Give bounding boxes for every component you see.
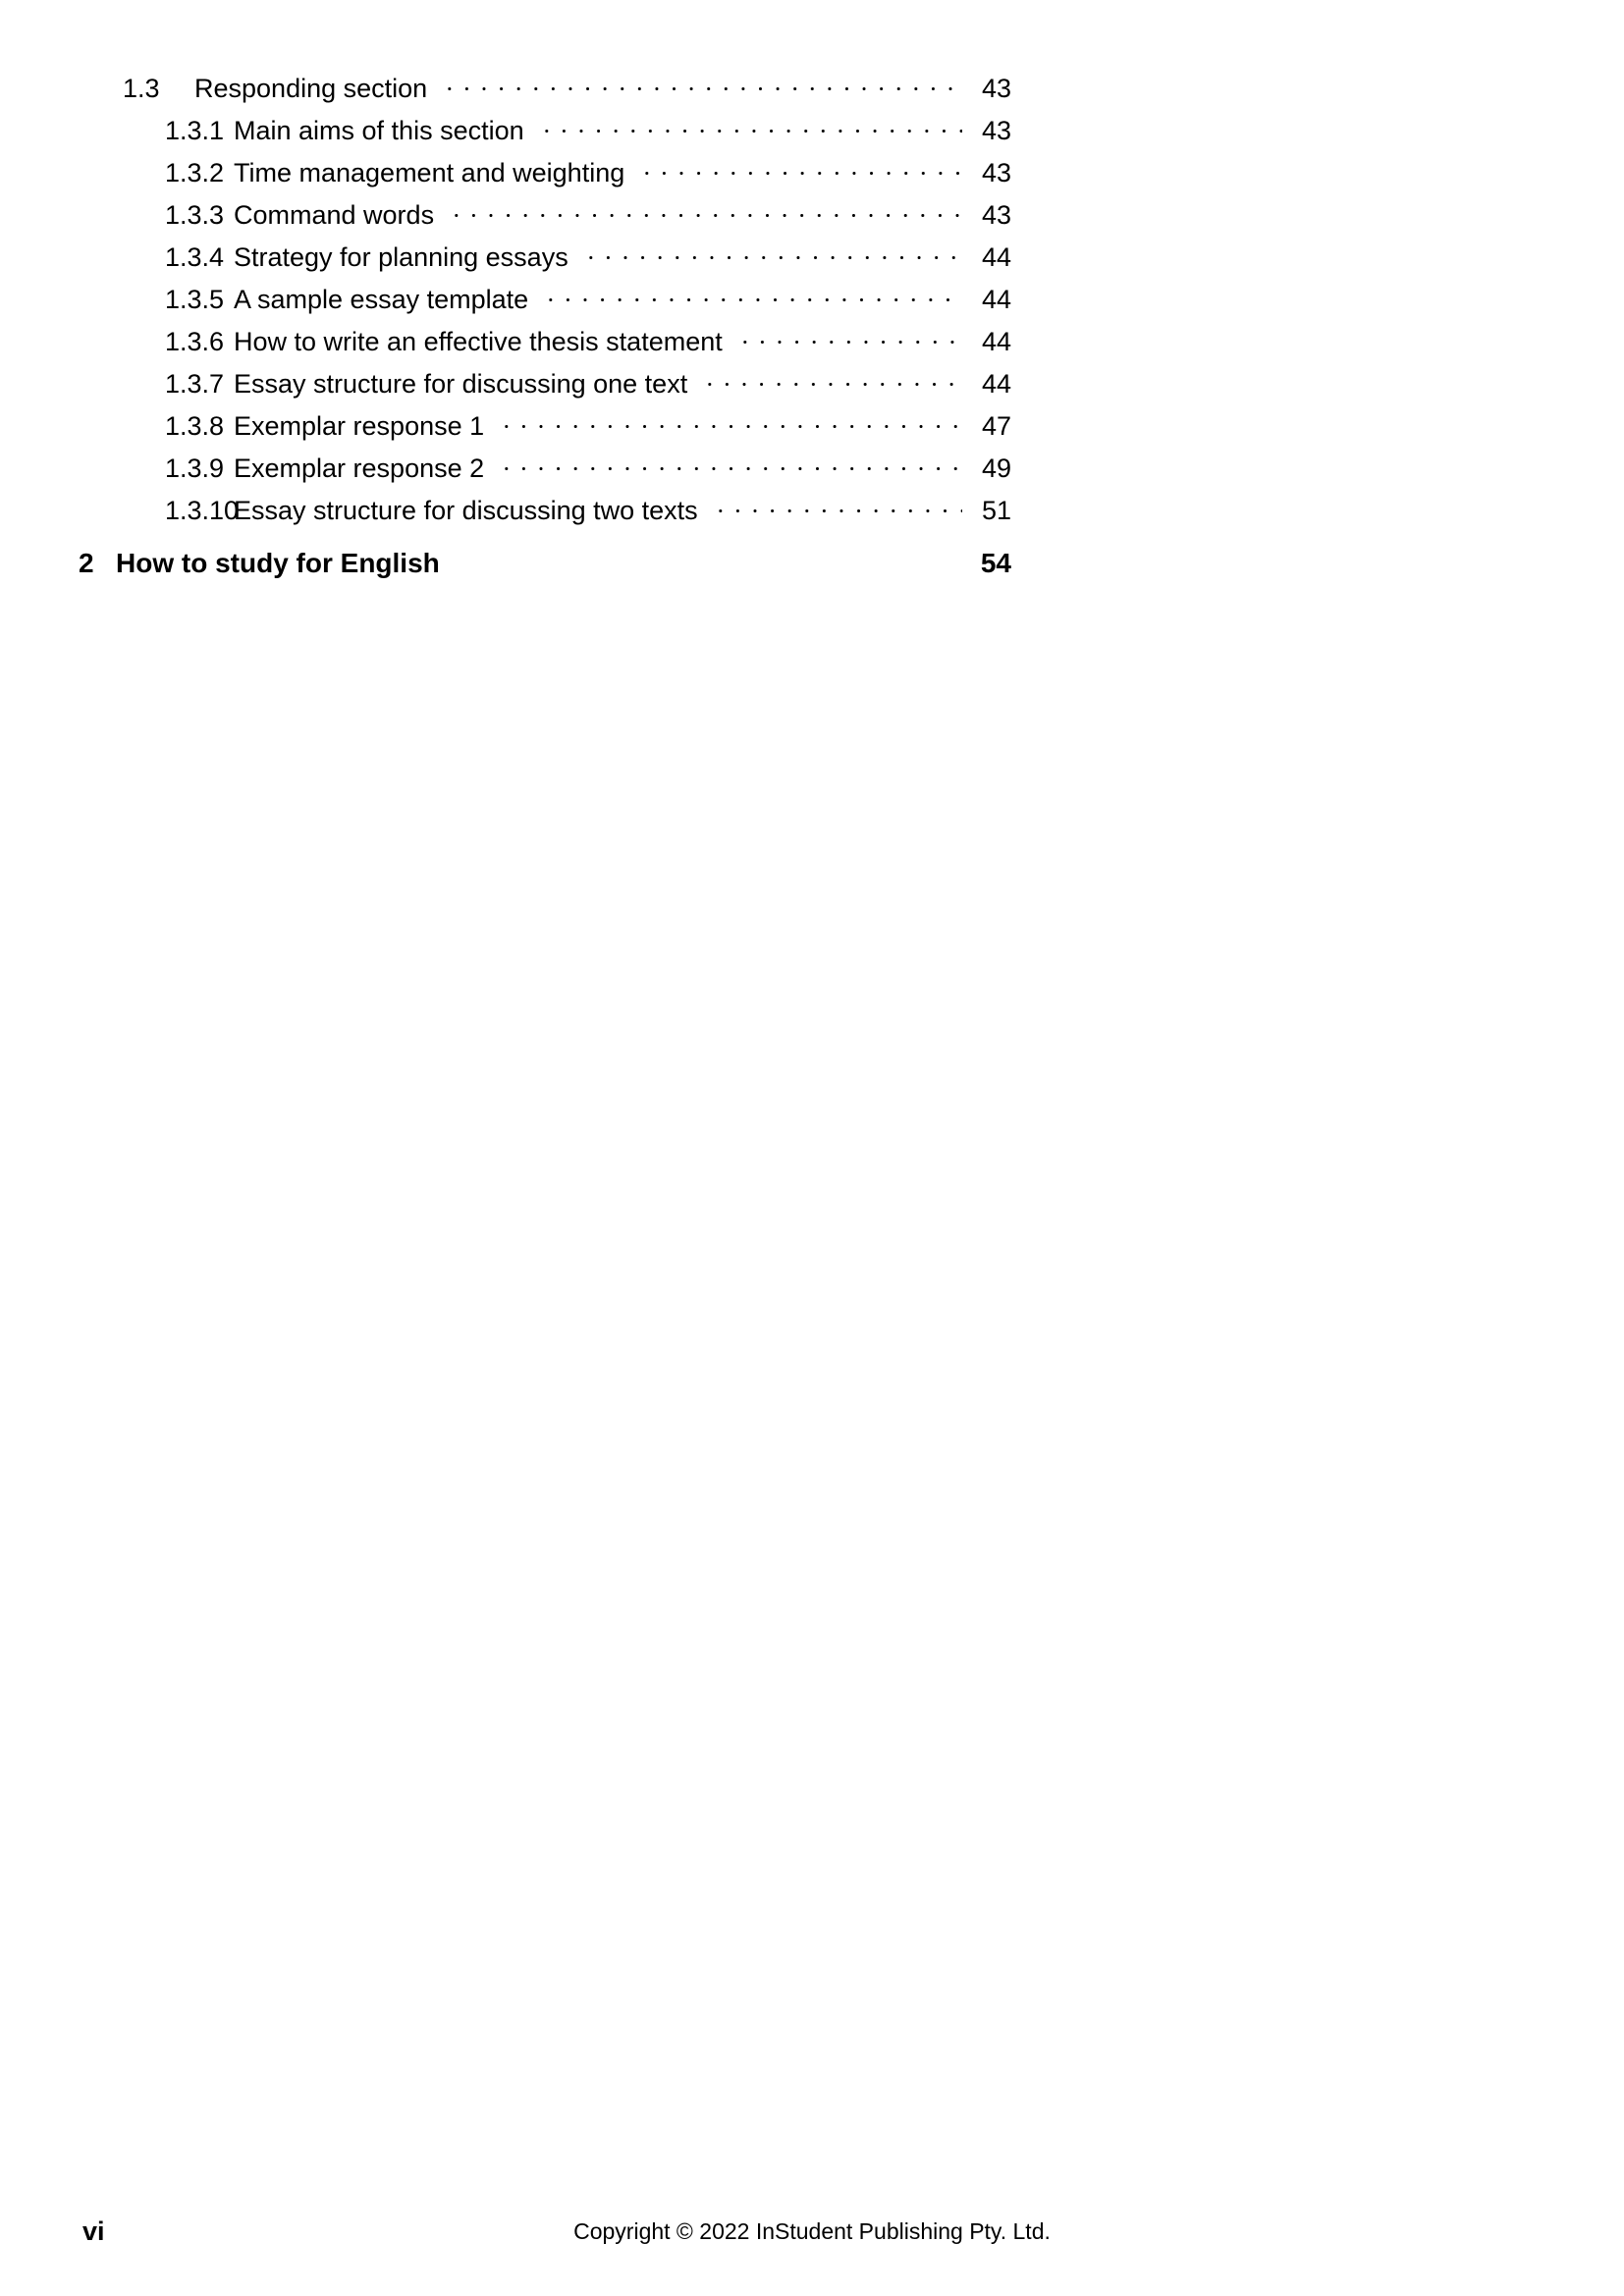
page-footer [0,2216,1624,2256]
toc-entry-title: How to study for English [116,548,440,578]
toc-entry[interactable] [0,240,1624,282]
toc-entry-page-number: 49 [981,454,1011,483]
toc-entry-title: Strategy for planning essays [234,242,568,272]
toc-entry-title: Time management and weighting [234,158,625,187]
folio-page-number: vi [82,2216,105,2246]
toc-entry-title: Responding section [194,74,428,103]
toc-entry-title: How to write an effective thesis statement [234,327,723,356]
toc-entry-title: Exemplar response 2 [234,454,485,483]
toc-entry-page-number: 44 [981,242,1011,272]
toc-entry-number: 1.3.6 [165,327,225,356]
toc-entry-page-number: 47 [981,411,1011,441]
toc-entry-title: Command words [234,200,435,230]
toc-entry-page-number: 43 [981,200,1011,230]
toc-entry-page-number: 44 [981,369,1011,399]
toc-entry[interactable] [0,113,1624,155]
toc-entry-number: 1.3 [123,74,160,103]
toc-dot-leader [582,240,962,266]
toc-dot-leader [542,282,962,308]
toc-dot-leader [448,197,962,224]
toc-entry[interactable] [0,493,1624,535]
toc-entry-title: Essay structure for discussing one text [234,369,688,399]
toc-entry[interactable] [0,324,1624,366]
toc-entry-number: 1.3.4 [165,242,225,272]
toc-entry-number: 1.3.1 [165,116,225,145]
toc-entry[interactable] [0,548,1624,597]
toc-entry-page-number: 54 [980,548,1011,578]
toc-entry[interactable] [0,197,1624,240]
toc-dot-leader [638,155,962,182]
toc-entry-number: 1.3.8 [165,411,225,441]
toc-entry[interactable] [0,366,1624,408]
toc-dot-leader [441,71,962,97]
toc-entry-number: 1.3.5 [165,285,225,314]
toc-entry[interactable] [0,451,1624,493]
toc-entry-page-number: 43 [981,74,1011,103]
toc-entry-page-number: 44 [981,327,1011,356]
toc-entry-number: 1.3.2 [165,158,225,187]
toc-entry[interactable] [0,71,1624,113]
toc-entry-number: 1.3.7 [165,369,225,399]
toc-entry-page-number: 43 [981,116,1011,145]
toc-entry-number: 1.3.10 [165,496,240,525]
toc-dot-leader [701,366,962,393]
toc-entry-page-number: 44 [981,285,1011,314]
toc-entry-number: 1.3.9 [165,454,225,483]
toc-entry-page-number: 51 [981,496,1011,525]
toc-entry-number: 2 [79,548,94,578]
table-of-contents [0,71,1624,597]
toc-dot-leader [498,451,962,477]
toc-dot-leader [498,408,962,435]
toc-dot-leader [538,113,962,139]
toc-entry-number: 1.3.3 [165,200,225,230]
toc-entry[interactable] [0,408,1624,451]
copyright-notice: Copyright © 2022 InStudent Publishing Pty. Ltd. [573,2218,1051,2244]
toc-entry-title: Exemplar response 1 [234,411,485,441]
toc-entry-title: A sample essay template [234,285,529,314]
toc-dot-leader [712,493,962,519]
toc-entry[interactable] [0,155,1624,197]
toc-dot-leader [736,324,962,350]
toc-entry-page-number: 43 [981,158,1011,187]
toc-entry-title: Essay structure for discussing two texts [234,496,698,525]
toc-entry[interactable] [0,282,1624,324]
toc-entry-title: Main aims of this section [234,116,524,145]
